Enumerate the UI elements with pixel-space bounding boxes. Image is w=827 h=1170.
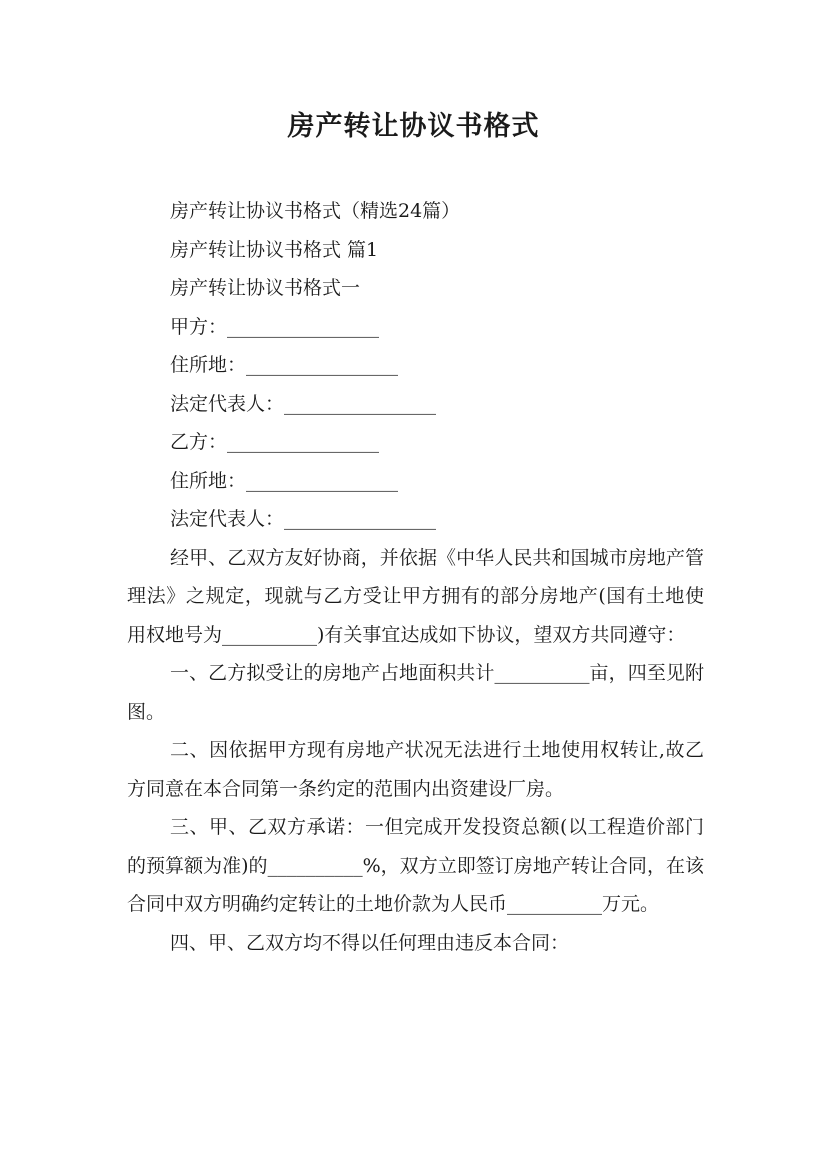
- document-body: [127, 192, 704, 962]
- party-a-representative-field: 法定代表人：________________: [170, 392, 437, 415]
- clause-2-paragraph: 二、因依据甲方现有房地产状况无法进行土地使用权转让,故乙方同意在本合同第一条约定的范围内出资建设厂房。: [127, 739, 704, 800]
- party-b-address-field: 住所地：________________: [170, 469, 399, 492]
- clause-3-paragraph: 三、甲、乙双方承诺：一但完成开发投资总额(以工程造价部门的预算额为准)的__________%，双方立即签订房地产转让合同，在该合同中双方明确约定转让的土地价款为人民币__________万元。: [127, 816, 704, 915]
- clause-1-paragraph: 一、乙方拟受让的房地产占地面积共计__________亩，四至见附图。: [127, 662, 704, 723]
- clause-4-paragraph: 四、甲、乙双方均不得以任何理由违反本合同：: [170, 931, 570, 954]
- section-heading: 房产转让协议书格式 篇1: [170, 238, 379, 261]
- document-title: 房产转让协议书格式: [287, 111, 540, 142]
- party-a-address-field: 住所地：________________: [170, 354, 399, 376]
- party-b-representative-field: 法定代表人：________________: [170, 508, 437, 530]
- subtitle-line: 房产转让协议书格式（精选24篇）: [170, 200, 461, 222]
- party-b-field: 乙方：________________: [170, 431, 380, 453]
- intro-paragraph: 经甲、乙双方友好协商，并依据《中华人民共和国城市房地产管理法》之规定，现就与乙方受让甲方拥有的部分房地产(国有土地使用权地号为__________)有关事宜达成如下协议，望双方共同遵守：: [127, 546, 704, 646]
- form-heading: 房产转让协议书格式一: [170, 277, 361, 299]
- party-a-field: 甲方：________________: [170, 315, 380, 338]
